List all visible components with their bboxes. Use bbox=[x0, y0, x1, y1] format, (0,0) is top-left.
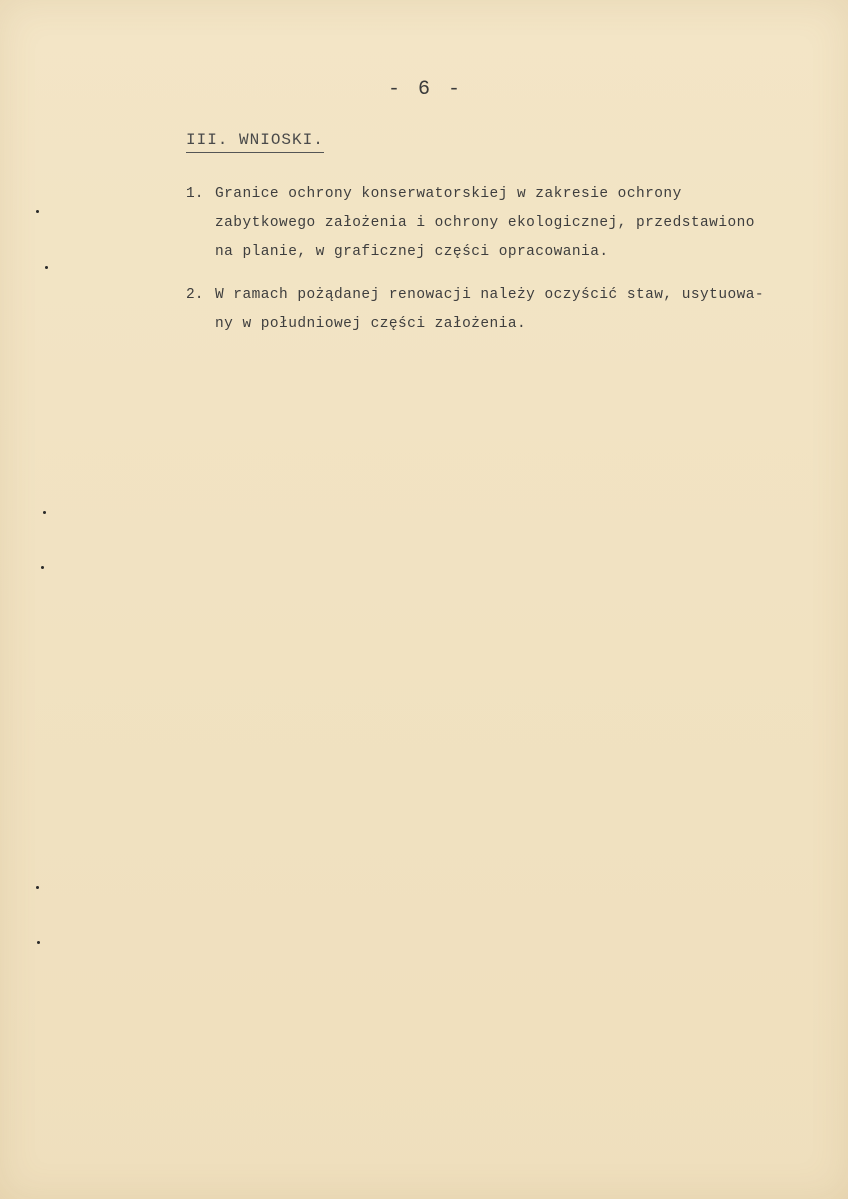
item-text-line: W ramach pożądanej renowacji należy oczyścić staw, usytuowa- bbox=[215, 287, 765, 303]
item-text-line: na planie, w graficznej części opracowania. bbox=[215, 244, 609, 260]
margin-speck bbox=[43, 511, 46, 514]
margin-speck bbox=[36, 210, 39, 213]
item-text-line: ny w południowej części założenia. bbox=[215, 316, 527, 332]
margin-speck bbox=[45, 266, 48, 269]
margin-speck bbox=[37, 941, 40, 944]
page-number: - 6 - bbox=[388, 78, 464, 101]
conclusion-item bbox=[186, 180, 755, 267]
section-heading: III. WNIOSKI. bbox=[186, 131, 324, 153]
margin-speck bbox=[41, 566, 44, 569]
item-text-line: Granice ochrony konserwatorskiej w zakresie ochrony bbox=[215, 186, 682, 202]
item-number: 1. bbox=[186, 186, 204, 202]
margin-speck bbox=[36, 886, 39, 889]
item-text-line: zabytkowego założenia i ochrony ekologicznej, przedstawiono bbox=[215, 215, 755, 231]
conclusion-item bbox=[186, 281, 764, 339]
item-number: 2. bbox=[186, 287, 204, 303]
